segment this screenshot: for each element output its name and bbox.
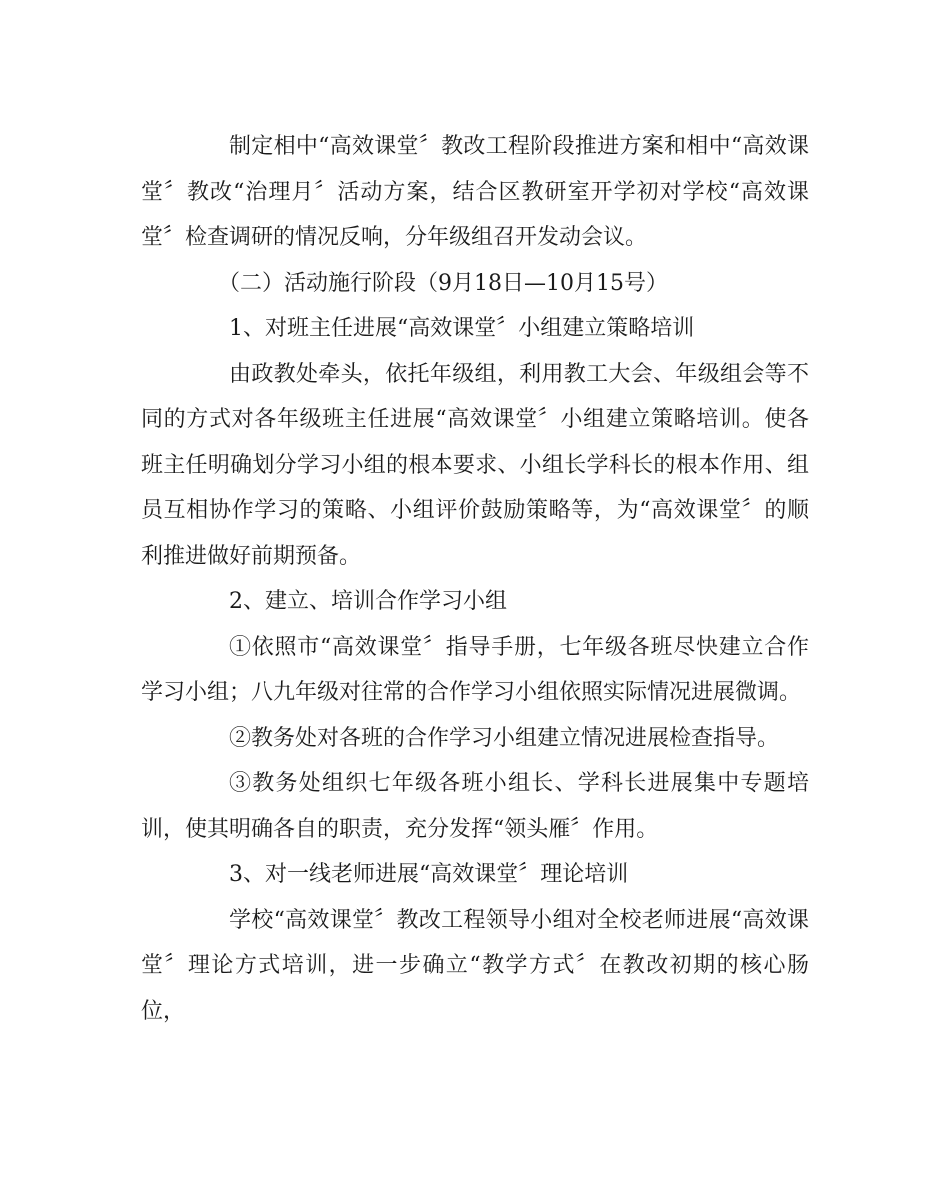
document-body (141, 124, 809, 1034)
item-heading-2: 2、建立、培训合作学习小组 (229, 589, 507, 614)
paragraph-item-3-body: 学校“高效课堂〞教改工程领导小组对全校老师进展“高效课堂〞理论方式培训，进一步确立“教学方式〞在教改初期的核心肠位， (141, 907, 809, 1024)
paragraph-item-2-point-1: ①依照市“高效课堂〞指导手册，七年级各班尽快建立合作学习小组；八九年级对往常的合作学习小组依照实际情况进展微调。 (141, 634, 809, 705)
item-heading-1: 1、对班主任进展“高效课堂〞小组建立策略培训 (229, 316, 695, 341)
paragraph-item-2-point-3: ③教务处组织七年级各班小组长、学科长进展集中专题培训，使其明确各自的职责，充分发挥“领头雁〞作用。 (141, 771, 809, 842)
section-heading-implementation-phase: （二）活动施行阶段（9月18日—10月15号） (218, 270, 668, 296)
paragraph-item-1-body: 由政教处牵头，依托年级组，利用教工大会、年级组会等不同的方式对各年级班主任进展“高效课堂〞小组建立策略培训。使各班主任明确划分学习小组的根本要求、小组长学科长的根本作用、组员互相协作学习的策略、小组评价鼓励策略等，为“高效课堂〞的顺利推进做好前期预备。 (141, 361, 809, 569)
paragraph-item-2-point-2: ②教务处对各班的合作学习小组建立情况进展检查指导。 (229, 725, 780, 751)
paragraph-plan-intro: 制定相中“高效课堂〞教改工程阶段推进方案和相中“高效课堂〞教改“治理月〞活动方案，结合区教研室开学初对学校“高效课堂〞检查调研的情况反响，分年级组召开发动会议。 (141, 134, 809, 250)
item-heading-3: 3、对一线老师进展“高效课堂〞理论培训 (229, 862, 629, 887)
